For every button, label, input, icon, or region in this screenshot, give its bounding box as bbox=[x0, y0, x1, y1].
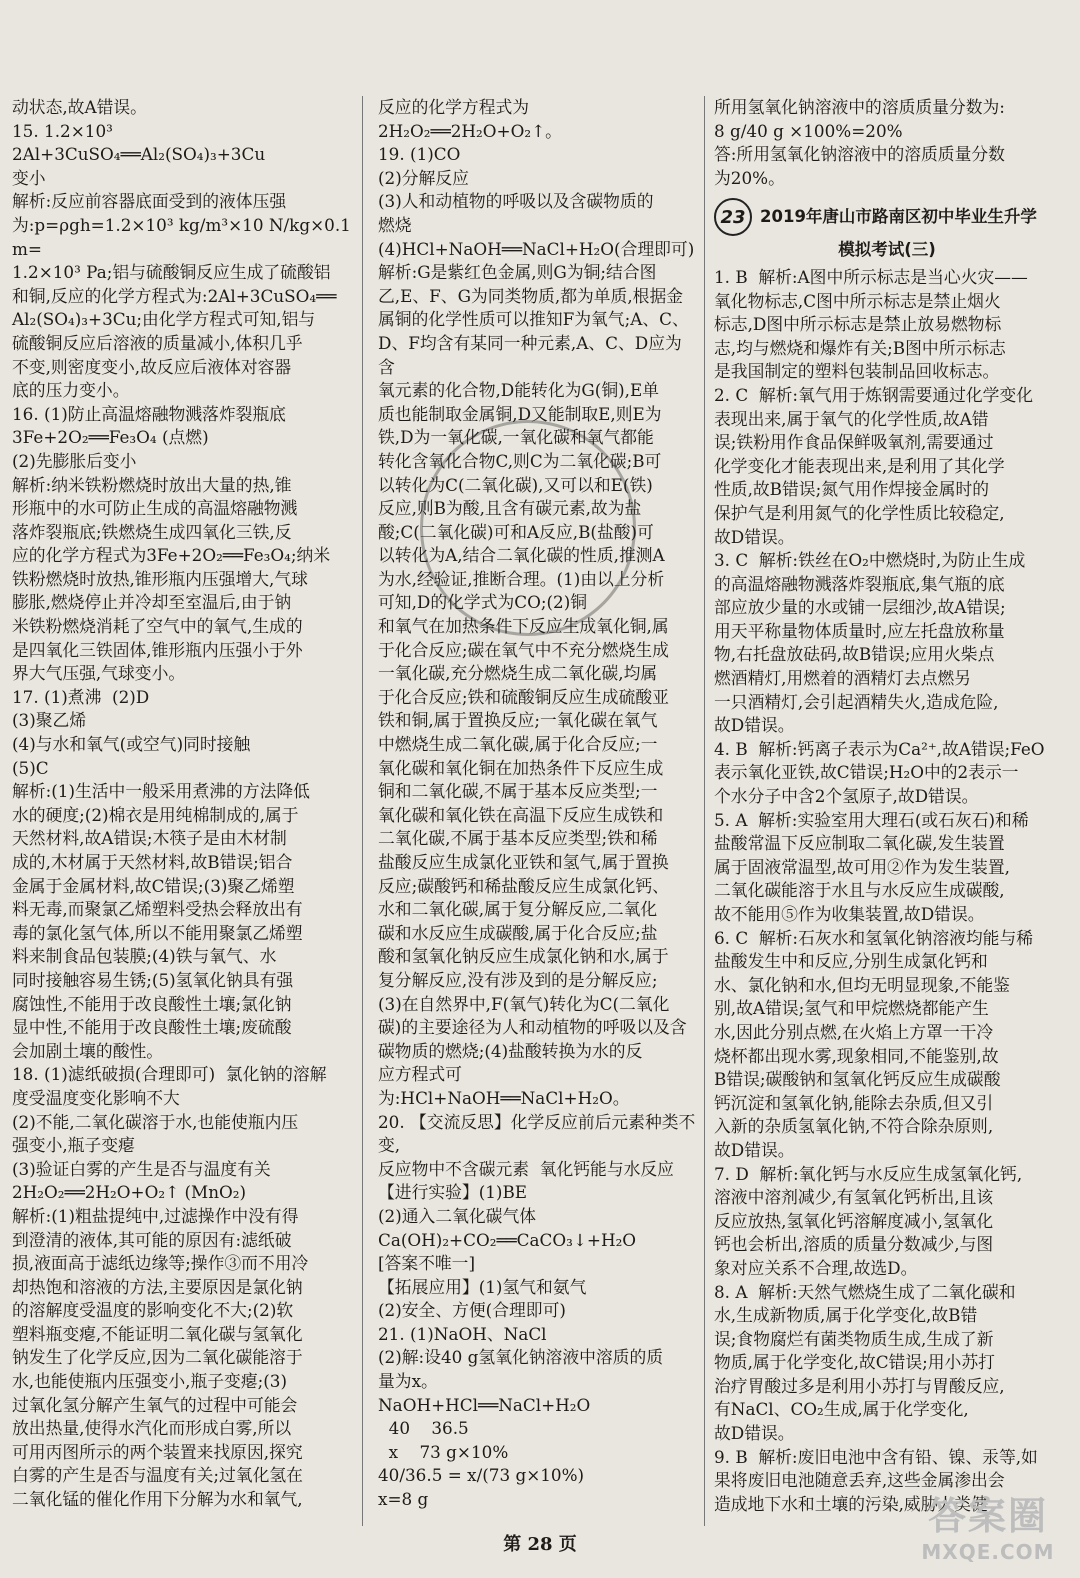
text-line: 和氧气在加热条件下反应生成氧化铜,属 bbox=[378, 616, 669, 637]
text-line: 膨胀,燃烧停止并冷却至室温后,由于钠 bbox=[12, 592, 292, 613]
text-line: 水和二氧化碳,属于复分解反应,二氧化 bbox=[378, 899, 658, 920]
text-line: 象对应关系不合理,故选D。 bbox=[714, 1257, 918, 1278]
text-line: 志,均与燃烧和爆炸有关;B图中所示标志 bbox=[714, 337, 1006, 358]
text-line: 同时接触容易生锈;(5)氢氧化钠具有强 bbox=[12, 969, 294, 990]
text-line: 15. 1.2×10³ 2Al+3CuSO₄══Al₂(SO₄)₃+3Cu bbox=[12, 120, 266, 165]
text-line: 40 36.5 bbox=[378, 1418, 469, 1439]
text-line: 有NaCl、CO₂生成,属于化学变化, bbox=[714, 1399, 969, 1420]
text-line: Al₂(SO₄)₃+3Cu;由化学方程式可知,铝与 bbox=[12, 309, 316, 330]
text-line: 性质,故B错误;氮气用作焊接金属时的 bbox=[714, 479, 990, 500]
text-line: 化学变化才能表现出来,是利用了其化学 bbox=[714, 455, 1005, 476]
text-line: 别,故A错误;氢气和甲烷燃烧都能产生 bbox=[714, 998, 989, 1019]
text-line: 底的压力变小。 bbox=[12, 380, 130, 401]
text-line: 解析:(1)生活中一般采用煮沸的方法降低 bbox=[12, 781, 310, 802]
text-line: 表示氧化亚铁,故C错误;H₂O中的2表示一 bbox=[714, 762, 1019, 783]
text-line: 用天平称量物体质量时,应左托盘放称量 bbox=[714, 620, 1005, 641]
text-line: 20. 【交流反思】化学反应前后元素种类不变, bbox=[378, 1111, 696, 1156]
text-line: 入新的杂质氢氧化钠,不符合除杂原则, bbox=[714, 1116, 994, 1137]
text-line: 却热饱和溶液的方法,主要原因是氯化钠 bbox=[12, 1276, 303, 1297]
text-line: 解析:(1)粗盐提纯中,过滤操作中没有得 bbox=[12, 1205, 299, 1226]
text-line: 盐酸反应生成氯化亚铁和氢气,属于置换 bbox=[378, 852, 669, 872]
text-line: 氧元素的化合物,D能转化为G(铜),E单 bbox=[378, 380, 660, 401]
exam-header bbox=[714, 198, 1060, 236]
text-line: 放出热量,使得水汽化而形成白雾,所以 bbox=[12, 1418, 292, 1439]
text-line: 17. (1)煮沸 (2)D bbox=[12, 686, 150, 707]
text-line: 氧化碳和氧化铁在高温下反应生成铁和 bbox=[378, 804, 664, 825]
text-line: 氧化碳和氧化铜在加热条件下反应生成 bbox=[378, 757, 664, 778]
text-line: 金属于金属材料,故C错误;(3)聚乙烯塑 bbox=[12, 875, 295, 896]
text-line: 钠发生了化学反应,因为二氧化碳能溶于 bbox=[12, 1347, 303, 1368]
text-line: 2H₂O₂══2H₂O+O₂↑ (MnO₂) bbox=[12, 1182, 247, 1203]
text-line: 形瓶中的水可防止生成的高温熔融物溅 bbox=[12, 498, 298, 519]
text-line: 造成地下水和土壤的污染,威胁人类健 bbox=[714, 1493, 988, 1514]
text-line: 【进行实验】(1)BE bbox=[378, 1182, 528, 1203]
text-line: Ca(OH)₂+CO₂══CaCO₃↓+H₂O bbox=[378, 1229, 637, 1250]
text-line: 反应,则B为酸,且含有碳元素,故为盐 bbox=[378, 498, 642, 519]
text-line: 故D错误。 bbox=[714, 526, 795, 547]
text-line: 故D错误。 bbox=[714, 715, 795, 736]
text-line: 烧杯都出现水雾,现象相同,不能鉴别,故 bbox=[714, 1045, 999, 1066]
column-3 bbox=[714, 96, 1060, 1516]
text-line: 是四氧化三铁固体,锥形瓶内压强小于外 bbox=[12, 639, 303, 660]
text-line: 和铜,反应的化学方程式为:2Al+3CuSO₄══ bbox=[12, 285, 337, 306]
text-line: 反应物中不含碳元素 氧化钙能与水反应 bbox=[378, 1158, 674, 1179]
text-line: 转化含氧化合物C,则C为二氧化碳;B可 bbox=[378, 450, 662, 471]
text-line: (3)聚乙烯 bbox=[12, 710, 87, 731]
text-line: 二氧化碳能溶于水且与水反应生成碳酸, bbox=[714, 880, 1005, 901]
text-line: 塑料瓶变瘪,不能证明二氧化碳与氢氧化 bbox=[12, 1323, 303, 1344]
text-line: 以转化为C(二氧化碳),又可以和E(铁) bbox=[378, 474, 653, 495]
text-line: 为水,经验证,推断合理。(1)由以上分析 bbox=[378, 568, 665, 589]
text-line: 答:所用氢氧化钠溶液中的溶质质量分数 bbox=[714, 144, 1005, 165]
column-2 bbox=[378, 96, 698, 1512]
text-line: 白雾的产生是否与温度有关;过氧化氢在 bbox=[12, 1465, 303, 1486]
logo-url: MXQE.COM bbox=[921, 1539, 1055, 1564]
text-line: 燃烧 bbox=[378, 214, 412, 235]
text-line: 物,右托盘放砝码,故B错误;应用火柴点 bbox=[714, 644, 995, 665]
text-line: 解析:G是紫红色金属,则G为铜;结合图 bbox=[378, 262, 657, 283]
exam-title: 2019年唐山市路南区初中毕业生升学 bbox=[760, 207, 1037, 227]
text-line: (4)HCl+NaOH══NaCl+H₂O(合理即可) bbox=[378, 238, 695, 259]
text-line: 界大气压强,气球变小。 bbox=[12, 663, 186, 684]
text-line: 误;食物腐烂有菌类物质生成,生成了新 bbox=[714, 1328, 994, 1349]
text-line: 表现出来,属于氧气的化学性质,故A错 bbox=[714, 408, 989, 429]
text-line: (3)人和动植物的呼吸以及含碳物质的 bbox=[378, 191, 654, 212]
column-divider bbox=[704, 96, 705, 1526]
text-line: 盐酸常温下反应制取二氧化碳,发生装置 bbox=[714, 833, 1005, 854]
text-line: 于化合反应;碳在氧气中不充分燃烧生成 bbox=[378, 639, 669, 660]
text-line: 一氧化碳,充分燃烧生成二氧化碳,均属 bbox=[378, 663, 658, 684]
text-line: (2)通入二氧化碳气体 bbox=[378, 1205, 537, 1226]
text-line: 一只酒精灯,会引起酒精失火,造成危险, bbox=[714, 691, 999, 712]
text-line: 氧化物标志,C图中所示标志是禁止烟火 bbox=[714, 290, 1001, 311]
text-line: 硫酸铜反应后溶液的质量减小,体积几乎 bbox=[12, 332, 303, 353]
text-line: 铁,D为一氧化碳,一氧化碳和氧气都能 bbox=[378, 427, 654, 448]
text-line: 个水分子中含2个氢原子,故D错误。 bbox=[714, 786, 979, 807]
text-line: x 73 g×10% bbox=[378, 1441, 509, 1462]
column-1 bbox=[12, 96, 357, 1512]
text-line: 水,因此分别点燃,在火焰上方罩一干冷 bbox=[714, 1021, 994, 1042]
text-line: 故不能用⑤作为收集装置,故D错误。 bbox=[714, 904, 985, 924]
text-line: 乙,E、F、G为同类物质,都为单质,根据金 bbox=[378, 285, 684, 306]
text-line: 反应放热,氢氧化钙溶解度减小,氢氧化 bbox=[714, 1210, 994, 1231]
text-line: 治疗胃酸过多是利用小苏打与胃酸反应, bbox=[714, 1375, 1005, 1396]
text-line: 是我国制定的塑料包装制品回收标志。 bbox=[714, 361, 1000, 382]
text-line: 8 g/40 g ×100%=20% bbox=[714, 120, 903, 141]
text-line: 可知,D的化学式为CO;(2)铜 bbox=[378, 592, 588, 613]
text-line: 碳)的主要途径为人和动植物的呼吸以及含 bbox=[378, 1017, 687, 1038]
text-line: (2)安全、方便(合理即可) bbox=[378, 1300, 566, 1321]
text-line: 到澄清的液体,其可能的原因有:滤纸破 bbox=[12, 1229, 292, 1250]
text-line: 误;铁粉用作食品保鲜吸氧剂,需要通过 bbox=[714, 432, 994, 453]
text-line: 果将废旧电池随意丢弃,这些金属渗出会 bbox=[714, 1470, 1005, 1491]
text-line: 3. C 解析:铁丝在O₂中燃烧时,为防止生成 bbox=[714, 550, 1026, 571]
text-line: 钙沉淀和氢氧化钠,能除去杂质,但又引 bbox=[714, 1092, 994, 1113]
text-line: 酸;C(二氧化碳)可和A反应,B(盐酸)可 bbox=[378, 521, 654, 542]
text-line: 会加剧土壤的酸性。 bbox=[12, 1040, 164, 1061]
text-line: 为20%。 bbox=[714, 167, 785, 188]
logo-mark: 答案圈 bbox=[927, 1493, 1048, 1538]
text-line: 属于固液常温型,故可用②作为发生装置, bbox=[714, 856, 1010, 877]
text-line: 属铜的化学性质可以推知F为氧气;A、C、 bbox=[378, 309, 689, 330]
text-line: 度受温度变化影响不大 bbox=[12, 1087, 180, 1108]
text-line: 溶液中溶剂减少,有氢氧化钙析出,且该 bbox=[714, 1187, 994, 1208]
text-line: (2)先膨胀后变小 bbox=[12, 450, 137, 471]
text-line: 不变,则密度变小,故反应后液体对容器 bbox=[12, 356, 292, 377]
text-line: 铁和铜,属于置换反应;一氧化碳在氧气 bbox=[378, 710, 658, 731]
column-3-top bbox=[714, 96, 1060, 190]
text-line: 故D错误。 bbox=[714, 1423, 795, 1444]
text-line: 为:p=ρgh=1.2×10³ kg/m³×10 N/kg×0.1 m= bbox=[12, 214, 357, 259]
text-line: 8. A 解析:天然气燃烧生成了二氧化碳和 bbox=[714, 1281, 1016, 1302]
text-line: (2)不能,二氧化碳溶于水,也能使瓶内压 bbox=[12, 1111, 299, 1132]
text-line: 变小 bbox=[12, 167, 46, 188]
text-line: NaOH+HCl══NaCl+H₂O bbox=[378, 1394, 591, 1415]
text-line: 反应的化学方程式为2H₂O₂══2H₂O+O₂↑。 bbox=[378, 97, 562, 141]
text-line: 钙也会析出,溶质的质量分数减少,与图 bbox=[714, 1234, 994, 1255]
text-line: 铜和二氧化碳,不属于基本反应类型;一 bbox=[378, 781, 658, 802]
text-line: 部应放少量的水或铺一层细沙,故A错误; bbox=[714, 597, 1006, 618]
text-line: 腐蚀性,不能用于改良酸性土壤;氯化钠 bbox=[12, 993, 292, 1014]
text-line: 所用氢氧化钠溶液中的溶质质量分数为: bbox=[714, 97, 1005, 117]
text-line: D、F均含有某同一种元素,A、C、D应为含 bbox=[378, 332, 682, 377]
text-line: 酸和氢氧化钠反应生成氯化钠和水,属于 bbox=[378, 946, 669, 967]
text-line: 损,液面高于滤纸边缘等;操作③而不用冷 bbox=[12, 1253, 309, 1274]
text-line: 水,也能使瓶内压强变小,瓶子变瘪;(3) bbox=[12, 1371, 288, 1392]
text-line: [答案不唯一] bbox=[378, 1253, 476, 1274]
text-line: 反应;碳酸钙和稀盐酸反应生成氯化钙、 bbox=[378, 875, 669, 896]
text-line: 强变小,瓶子变瘪 bbox=[12, 1135, 135, 1156]
text-line: 碳物质的燃烧;(4)盐酸转换为水的反 bbox=[378, 1040, 643, 1061]
text-line: 应方程式可为:HCl+NaOH══NaCl+H₂O。 bbox=[378, 1064, 630, 1108]
text-line: 二氧化锰的催化作用下分解为水和氧气, bbox=[12, 1489, 303, 1510]
text-line: 料无毒,而聚氯乙烯塑料受热会释放出有 bbox=[12, 899, 303, 920]
text-line: 天然材料,故A错误;木筷子是由木材制 bbox=[12, 828, 287, 849]
text-line: 18. (1)滤纸破损(合理即可) 氯化钠的溶解 bbox=[12, 1064, 327, 1085]
page-number: 第 28 页 bbox=[503, 1534, 577, 1555]
text-line: 4. B 解析:钙离子表示为Ca²⁺,故A错误;FeO bbox=[714, 738, 1045, 759]
text-line: 的高温熔融物溅落炸裂瓶底,集气瓶的底 bbox=[714, 573, 1005, 594]
text-line: 二氧化碳,不属于基本反应类型;铁和稀 bbox=[378, 828, 658, 849]
text-line: B错误;碳酸钠和氢氧化钙反应生成碳酸 bbox=[714, 1069, 1001, 1090]
text-line: 铁粉燃烧时放热,锥形瓶内压强增大,气球 bbox=[12, 568, 308, 589]
text-line: 解析:反应前容器底面受到的液体压强 bbox=[12, 191, 287, 212]
text-line: 复分解反应,没有涉及到的是分解反应; bbox=[378, 969, 658, 990]
text-line: 水,生成新物质,属于化学变化,故B错 bbox=[714, 1305, 978, 1326]
site-logo bbox=[908, 1478, 1068, 1570]
text-line: 1. B 解析:A图中所示标志是当心火灾—— bbox=[714, 266, 1028, 287]
text-line: 应的化学方程式为3Fe+2O₂══Fe₃O₄;纳米 bbox=[12, 545, 331, 566]
text-line: 以转化为A,结合二氧化碳的性质,推测A bbox=[378, 545, 665, 566]
column-divider bbox=[362, 96, 363, 1526]
text-line: 于化合反应;铁和硫酸铜反应生成硫酸亚 bbox=[378, 686, 669, 707]
text-line: 标志,D图中所示标志是禁止放易燃物标 bbox=[714, 314, 1002, 335]
text-line: 中燃烧生成二氧化碳,属于化合反应;一 bbox=[378, 734, 658, 755]
text-line: 物质,属于化学变化,故C错误;用小苏打 bbox=[714, 1352, 995, 1373]
text-line: 19. (1)CO bbox=[378, 144, 461, 165]
text-line: 落炸裂瓶底;铁燃烧生成四氧化三铁,反 bbox=[12, 521, 292, 542]
text-line: (3)验证白雾的产生是否与温度有关 bbox=[12, 1158, 271, 1179]
text-line: 16. (1)防止高温熔融物溅落炸裂瓶底 bbox=[12, 403, 286, 424]
text-line: 21. (1)NaOH、NaCl bbox=[378, 1323, 547, 1344]
text-line: 3Fe+2O₂══Fe₃O₄ (点燃) bbox=[12, 427, 209, 448]
text-line: 盐酸发生中和反应,分别生成氯化钙和 bbox=[714, 951, 988, 972]
text-line: (2)分解反应 bbox=[378, 167, 469, 188]
text-line: 2. C 解析:氧气用于炼钢需要通过化学变化 bbox=[714, 384, 1034, 405]
text-line: 保护气是利用氮气的化学性质比较稳定, bbox=[714, 502, 1005, 523]
text-line: 水的硬度;(2)棉衣是用纯棉制成的,属于 bbox=[12, 804, 299, 825]
text-line: 的溶解度受温度的影响变化不大;(2)软 bbox=[12, 1300, 294, 1321]
text-line: 显中性,不能用于改良酸性土壤;废硫酸 bbox=[12, 1017, 292, 1038]
text-line: 1.2×10³ Pa;铝与硫酸铜反应生成了硫酸铝 bbox=[12, 262, 331, 283]
text-line: 成的,木材属于天然材料,故B错误;铝合 bbox=[12, 852, 293, 872]
text-line: 动状态,故A错误。 bbox=[12, 97, 147, 117]
text-line: 7. D 解析:氧化钙与水反应生成氢氧化钙, bbox=[714, 1163, 1023, 1184]
text-line: 燃酒精灯,用燃着的酒精灯去点燃另 bbox=[714, 668, 972, 689]
text-line: 过氧化氢分解产生氧气的过程中可能会 bbox=[12, 1394, 298, 1415]
text-line: 水、氯化钠和水,但均无明显现象,不能鉴 bbox=[714, 974, 1010, 995]
text-line: (3)在自然界中,F(氧气)转化为C(二氧化 bbox=[378, 993, 670, 1014]
text-line: 毒的氯化氢气体,所以不能用聚氯乙烯塑 bbox=[12, 922, 303, 943]
text-line: 米铁粉燃烧消耗了空气中的氧气,生成的 bbox=[12, 616, 303, 637]
text-line: 量为x。 bbox=[378, 1371, 438, 1392]
text-line: (5)C bbox=[12, 757, 49, 778]
column-3-answers bbox=[714, 266, 1060, 1516]
text-line: 5. A 解析:实验室用大理石(或石灰石)和稀 bbox=[714, 809, 1029, 830]
text-line: 质也能制取金属铜,D又能制取E,则E为 bbox=[378, 403, 662, 424]
text-line: (4)与水和氧气(或空气)同时接触 bbox=[12, 734, 251, 755]
text-line: 料来制食品包装膜;(4)铁与氧气、水 bbox=[12, 946, 277, 967]
text-line: 6. C 解析:石灰水和氢氧化钠溶液均能与稀 bbox=[714, 927, 1034, 948]
text-line: 可用丙图所示的两个装置来找原因,探究 bbox=[12, 1441, 303, 1462]
text-line: x=8 g bbox=[378, 1489, 429, 1510]
text-line: 【拓展应用】(1)氢气和氨气 bbox=[378, 1276, 587, 1297]
text-line: 碳和水反应生成碳酸,属于化合反应;盐 bbox=[378, 922, 658, 943]
exam-number-badge: 23 bbox=[714, 198, 752, 236]
text-line: 故D错误。 bbox=[714, 1139, 795, 1160]
text-line: 40/36.5 = x/(73 g×10%) bbox=[378, 1465, 585, 1486]
text-line: (2)解:设40 g氢氧化钠溶液中溶质的质 bbox=[378, 1347, 664, 1368]
exam-subtitle: 模拟考试(三) bbox=[838, 240, 936, 260]
text-line: 9. B 解析:废旧电池中含有铅、镍、汞等,如 bbox=[714, 1446, 1038, 1467]
text-line: 解析:纳米铁粉燃烧时放出大量的热,锥 bbox=[12, 474, 292, 495]
